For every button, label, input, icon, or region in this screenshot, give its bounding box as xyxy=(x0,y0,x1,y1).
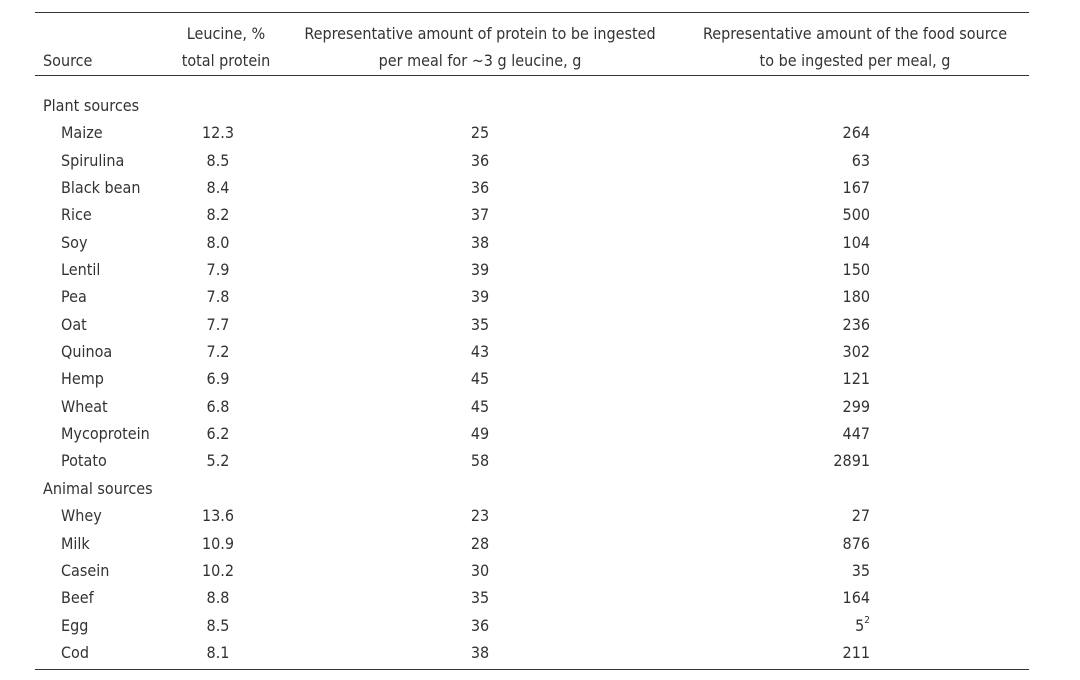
table-row xyxy=(35,283,1029,310)
table-row xyxy=(35,338,1029,365)
cell-food xyxy=(843,639,870,666)
table-header xyxy=(35,13,1029,75)
cell-source: Beef xyxy=(61,588,94,608)
cell-source: Cod xyxy=(61,642,89,662)
cell-protein: 45 xyxy=(470,369,490,389)
table-row xyxy=(35,365,1029,392)
cell-leucine: 13.6 xyxy=(201,506,235,526)
table-row xyxy=(35,639,1029,666)
cell-protein: 35 xyxy=(470,314,490,334)
cell-leucine: 6.8 xyxy=(206,396,230,416)
cell-source: Rice xyxy=(61,205,92,225)
cell-source: Spirulina xyxy=(61,150,125,170)
cell-source: Soy xyxy=(61,232,88,252)
cell-food-value: 211 xyxy=(842,642,870,662)
table-row xyxy=(35,119,1029,146)
cell-protein: 49 xyxy=(470,424,490,444)
cell-food xyxy=(855,612,870,639)
table-row xyxy=(35,256,1029,283)
table-row xyxy=(35,393,1029,420)
table-bottom-rule xyxy=(35,669,1029,670)
cell-food-value: 27 xyxy=(851,506,870,526)
cell-food xyxy=(843,201,870,228)
cell-food-value: 167 xyxy=(842,178,870,198)
header-food xyxy=(685,20,1025,74)
cell-protein: 45 xyxy=(470,396,490,416)
header-protein xyxy=(290,20,670,74)
cell-protein: 35 xyxy=(470,588,490,608)
cell-food xyxy=(843,174,870,201)
cell-food-value: 121 xyxy=(842,369,870,389)
cell-leucine: 8.5 xyxy=(206,615,230,635)
cell-protein: 23 xyxy=(470,506,490,526)
cell-protein: 37 xyxy=(470,205,490,225)
cell-leucine: 8.8 xyxy=(206,588,230,608)
cell-food xyxy=(843,229,870,256)
table-row xyxy=(35,420,1029,447)
cell-food xyxy=(843,420,870,447)
cell-protein: 36 xyxy=(470,178,490,198)
cell-protein: 39 xyxy=(470,260,490,280)
table-row xyxy=(35,530,1029,557)
cell-protein: 38 xyxy=(470,232,490,252)
cell-source: Whey xyxy=(61,506,102,526)
cell-leucine: 8.1 xyxy=(206,642,230,662)
cell-leucine: 8.5 xyxy=(206,150,230,170)
table-row xyxy=(35,174,1029,201)
cell-leucine: 6.2 xyxy=(206,424,230,444)
cell-food xyxy=(843,393,870,420)
cell-food xyxy=(843,365,870,392)
table-row xyxy=(35,612,1029,639)
cell-food xyxy=(843,119,870,146)
cell-leucine: 10.9 xyxy=(201,533,235,553)
cell-source: Lentil xyxy=(61,260,101,280)
group-label: Animal sources xyxy=(43,478,153,498)
header-protein-line2: per meal for ~3 g leucine, g xyxy=(378,51,582,70)
cell-food xyxy=(843,256,870,283)
group-row xyxy=(35,475,1029,502)
cell-leucine: 8.4 xyxy=(206,178,230,198)
cell-food-value: 2891 xyxy=(833,451,870,471)
cell-leucine: 10.2 xyxy=(201,560,235,580)
cell-food-value: 302 xyxy=(842,342,870,362)
cell-source: Maize xyxy=(61,123,103,143)
cell-food-value: 164 xyxy=(842,588,870,608)
table-row xyxy=(35,584,1029,611)
cell-leucine: 8.2 xyxy=(206,205,230,225)
cell-food-value: 150 xyxy=(842,260,870,280)
cell-source: Potato xyxy=(61,451,107,471)
cell-protein: 28 xyxy=(470,533,490,553)
cell-source: Pea xyxy=(61,287,87,307)
cell-food xyxy=(843,311,870,338)
group-row xyxy=(35,92,1029,119)
table-row xyxy=(35,447,1029,474)
cell-food-value: 5 xyxy=(855,615,865,635)
cell-food xyxy=(843,283,870,310)
table-row xyxy=(35,311,1029,338)
header-food-line1: Representative amount of the food source xyxy=(702,24,1008,43)
header-leucine-line1: Leucine, % xyxy=(186,24,266,43)
header-source: Source xyxy=(43,51,93,70)
header-protein-line1: Representative amount of protein to be ingested xyxy=(304,24,656,43)
cell-source: Milk xyxy=(61,533,90,553)
cell-leucine: 7.7 xyxy=(206,314,230,334)
cell-source: Oat xyxy=(61,314,87,334)
cell-protein: 43 xyxy=(470,342,490,362)
cell-food xyxy=(843,584,870,611)
cell-food xyxy=(843,338,870,365)
cell-protein: 36 xyxy=(470,150,490,170)
table-body xyxy=(35,76,1029,666)
header-leucine-line2: total protein xyxy=(181,51,271,70)
table-row xyxy=(35,147,1029,174)
cell-leucine: 7.8 xyxy=(206,287,230,307)
cell-leucine: 12.3 xyxy=(201,123,235,143)
cell-food-value: 500 xyxy=(842,205,870,225)
cell-food xyxy=(852,147,870,174)
cell-protein: 36 xyxy=(470,615,490,635)
cell-food-value: 180 xyxy=(842,287,870,307)
cell-food xyxy=(843,530,870,557)
cell-food-value: 876 xyxy=(842,533,870,553)
leucine-table xyxy=(35,12,1029,670)
cell-source: Egg xyxy=(61,615,89,635)
cell-protein: 58 xyxy=(470,451,490,471)
cell-food-value: 264 xyxy=(842,123,870,143)
cell-food-value: 299 xyxy=(842,396,870,416)
cell-source: Wheat xyxy=(61,396,108,416)
cell-food-value: 447 xyxy=(842,424,870,444)
cell-leucine: 7.9 xyxy=(206,260,230,280)
cell-food xyxy=(852,502,870,529)
cell-protein: 30 xyxy=(470,560,490,580)
table-row xyxy=(35,201,1029,228)
cell-source: Hemp xyxy=(61,369,104,389)
cell-source: Mycoprotein xyxy=(61,424,150,444)
cell-food xyxy=(833,447,870,474)
cell-leucine: 6.9 xyxy=(206,369,230,389)
group-label: Plant sources xyxy=(43,96,140,115)
footnote-marker: 2 xyxy=(864,615,870,627)
cell-leucine: 7.2 xyxy=(206,342,230,362)
cell-leucine: 8.0 xyxy=(206,232,230,252)
table-row xyxy=(35,557,1029,584)
table-row xyxy=(35,502,1029,529)
cell-food xyxy=(852,557,870,584)
cell-protein: 39 xyxy=(470,287,490,307)
cell-food-value: 63 xyxy=(851,150,870,170)
cell-source: Quinoa xyxy=(61,342,113,362)
cell-source: Black bean xyxy=(61,178,141,198)
header-food-line2: to be ingested per meal, g xyxy=(759,51,951,70)
cell-food-value: 104 xyxy=(842,232,870,252)
cell-source: Casein xyxy=(61,560,110,580)
table-row xyxy=(35,229,1029,256)
header-leucine xyxy=(171,20,281,74)
cell-food-value: 35 xyxy=(851,560,870,580)
cell-protein: 38 xyxy=(470,642,490,662)
cell-protein: 25 xyxy=(470,123,490,143)
cell-leucine: 5.2 xyxy=(206,451,230,471)
cell-food-value: 236 xyxy=(842,314,870,334)
